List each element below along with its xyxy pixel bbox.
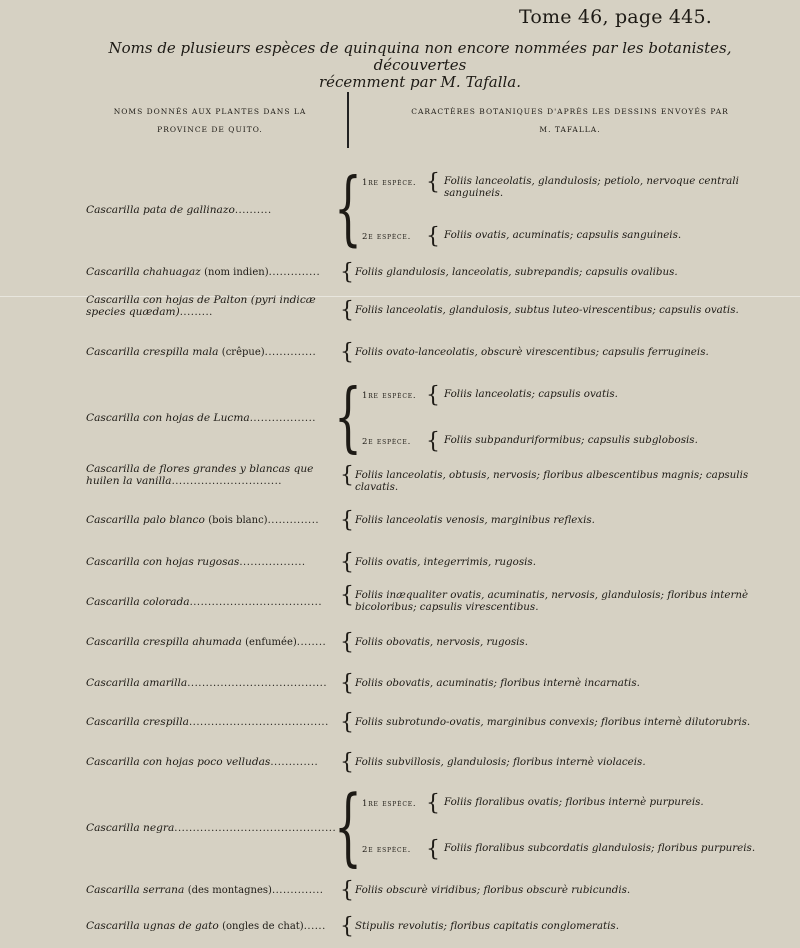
row-brace: { [340, 340, 354, 365]
leader-dots: .................. [239, 557, 306, 568]
volume-page-reference: Tome 46, page 445. [518, 6, 712, 28]
species-name-text: Cascarilla crespilla ahumada [86, 636, 242, 648]
species-name-note: (crêpue) [221, 347, 265, 358]
species-variant-label: 1re espèce. [362, 178, 417, 188]
variant-description: Foliis floralibus subcordatis glandulosis; floribus purpureis. [444, 842, 756, 854]
botanical-description: Foliis obscurè viridibus; floribus obscurè rubicundis. [355, 884, 631, 896]
species-variant-label: 1re espèce. [362, 391, 417, 401]
species-name [86, 756, 338, 769]
variant-description: Foliis lanceolatis, glandulosis; petiolo, nervoque centrali sanguineis. [444, 175, 739, 199]
species-name [86, 204, 338, 217]
row-brace: { [340, 630, 354, 655]
row-brace: { [340, 298, 354, 323]
species-variant-label: 1re espèce. [362, 799, 417, 809]
title-line-1: Noms de plusieurs espèces de quinquina non encore nommées par les botanistes, découvertes [108, 39, 732, 74]
botanical-description: Foliis inæqualiter ovatis, acuminatis, nervosis, glandulosis; floribus internè bicoloribus; capsulis virescentibus. [355, 589, 749, 613]
row-brace: { [340, 710, 354, 735]
botanical-description: Foliis lanceolatis, obtusis, nervosis; floribus albescentibus magnis; capsulis clavatis. [355, 469, 749, 493]
species-name [86, 294, 338, 319]
species-name-text: Cascarilla palo blanco [86, 514, 205, 526]
species-name-text: Cascarilla con hojas poco velludas [86, 756, 271, 768]
row-brace: { [340, 550, 354, 575]
row-brace: { [340, 260, 354, 285]
species-name-note: (des montagnes) [187, 885, 272, 896]
leader-dots: ...... [303, 921, 326, 932]
species-name-text: Cascarilla con hojas de Lucma [86, 412, 250, 424]
title-line-2: récemment par M. Tafalla. [318, 73, 522, 91]
row-brace: { [340, 914, 354, 939]
leader-dots: .............................. [171, 476, 282, 487]
botanical-description: Foliis glandulosis, lanceolatis, subrepandis; capsulis ovalibus. [355, 266, 678, 278]
species-name-note: (nom indien) [204, 267, 269, 278]
species-name [86, 822, 338, 835]
variant-brace: { [426, 170, 440, 195]
leader-dots: .................. [249, 413, 316, 424]
species-name-text: Cascarilla serrana [86, 884, 185, 896]
species-name-text: Cascarilla crespilla [86, 716, 189, 728]
row-brace: { [340, 671, 354, 696]
column-header-names-line-1: NOMS DONNÉS AUX PLANTES DANS LA [113, 107, 307, 116]
species-name [86, 716, 338, 729]
species-name-text: Cascarilla amarilla [86, 677, 188, 689]
leader-dots: ...................................... [187, 678, 328, 689]
botanical-description: Foliis subvillosis, glandulosis; floribus internè violaceis. [355, 756, 646, 768]
species-name-note: (enfumée) [245, 637, 297, 648]
species-name-text: Cascarilla con hojas de Palton (pyri indicæ species quædam) [86, 294, 316, 318]
variant-brace: { [426, 837, 440, 862]
document-title [60, 40, 780, 91]
species-name-text: Cascarilla chahuagaz [86, 266, 201, 278]
variant-brace: { [426, 791, 440, 816]
botanical-description: Foliis ovatis, integerrimis, rugosis. [355, 556, 536, 568]
species-name-text: Cascarilla negra [86, 822, 175, 834]
species-name-text: Cascarilla con hojas rugosas [86, 556, 240, 568]
species-name [86, 677, 338, 690]
variant-description: Foliis ovatis, acuminatis; capsulis sanguineis. [444, 229, 682, 241]
species-name [86, 884, 338, 897]
leader-dots: .............. [267, 515, 320, 526]
species-name [86, 266, 338, 279]
variant-description: Foliis subpanduriformibus; capsulis subglobosis. [444, 434, 698, 446]
row-brace: { [340, 463, 354, 488]
leader-dots: ...................................... [188, 717, 329, 728]
column-header-characters [370, 103, 770, 139]
leader-dots: ........ [296, 637, 327, 648]
leader-dots: ......... [179, 307, 213, 318]
species-name-text: Cascarilla de flores grandes y blancas que huilen la vanilla [86, 463, 314, 487]
botanical-description: Foliis obovatis, nervosis, rugosis. [355, 636, 528, 648]
group-brace: { [334, 778, 362, 876]
botanical-description: Stipulis revolutis; floribus capitatis conglomeratis. [355, 920, 619, 932]
leader-dots: .................................... [189, 597, 323, 608]
species-name-text: Cascarilla ugnas de gato [86, 920, 219, 932]
species-variant-label: 2e espèce. [362, 437, 412, 447]
group-brace: { [334, 162, 362, 256]
leader-dots: .......... [234, 205, 272, 216]
species-name [86, 412, 338, 425]
botanical-description: Foliis subrotundo-ovatis, marginibus convexis; floribus internè dilutorubris. [355, 716, 751, 728]
species-name-text: Cascarilla pata de gallinazo [86, 204, 235, 216]
variant-brace: { [426, 383, 440, 408]
species-name-text: Cascarilla crespilla mala [86, 346, 219, 358]
leader-dots: .............. [264, 347, 317, 358]
variant-description: Foliis lanceolatis; capsulis ovatis. [444, 388, 618, 400]
species-name [86, 346, 338, 359]
species-variant-label: 2e espèce. [362, 232, 412, 242]
species-name-note: (bois blanc) [208, 515, 268, 526]
species-name [86, 556, 338, 569]
species-variant-label: 2e espèce. [362, 845, 412, 855]
row-brace: { [340, 508, 354, 533]
leader-dots: ............. [270, 757, 319, 768]
column-header-characters-line-1: CARACTÈRES BOTANIQUES D'APRÈS LES DESSINS ENVOYÉS PAR [411, 107, 729, 116]
leader-dots: .............. [271, 885, 324, 896]
species-name [86, 920, 338, 933]
row-brace: { [340, 750, 354, 775]
botanical-description: Foliis lanceolatis, glandulosis, subtus luteo-virescentibus; capsulis ovatis. [355, 304, 739, 316]
species-name-text: Cascarilla colorada [86, 596, 190, 608]
botanical-description: Foliis ovato-lanceolatis, obscurè virescentibus; capsulis ferrugineis. [355, 346, 709, 358]
botanical-description: Foliis lanceolatis venosis, marginibus reflexis. [355, 514, 595, 526]
leader-dots: .............. [268, 267, 321, 278]
variant-brace: { [426, 224, 440, 249]
species-name [86, 596, 338, 609]
variant-description: Foliis floralibus ovatis; floribus internè purpureis. [444, 796, 704, 808]
species-name [86, 636, 338, 649]
column-header-names-line-2: PROVINCE DE QUITO. [157, 125, 263, 134]
row-brace: { [340, 878, 354, 903]
species-name [86, 514, 338, 527]
species-name [86, 463, 338, 488]
column-divider [347, 92, 349, 148]
column-header-names [90, 103, 330, 139]
variant-brace: { [426, 429, 440, 454]
group-brace: { [334, 373, 362, 462]
column-header-characters-line-2: M. TAFALLA. [539, 125, 601, 134]
species-name-note: (ongles de chat) [222, 921, 304, 932]
botanical-description: Foliis obovatis, acuminatis; floribus internè incarnatis. [355, 677, 640, 689]
row-brace: { [340, 583, 354, 608]
leader-dots: ............................................ [174, 823, 337, 834]
